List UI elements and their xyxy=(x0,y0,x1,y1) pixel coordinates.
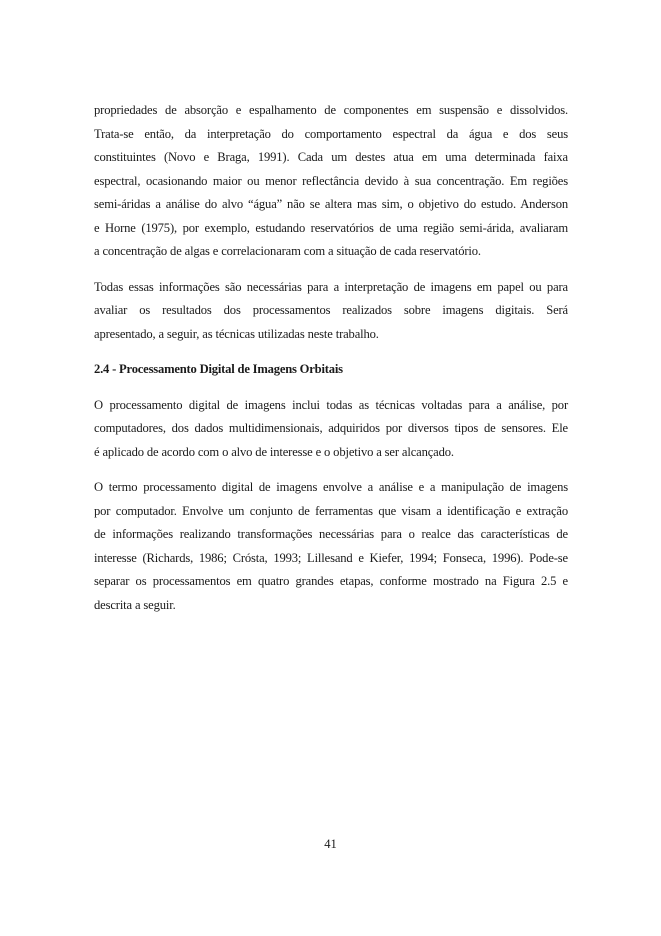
text-line: propriedades de absorção e espalhamento de componentes em suspensão e dissolvidos. xyxy=(94,103,568,117)
text-line: Trata-se então, da interpretação do comportamento espectral da água e dos seus xyxy=(94,126,568,141)
text-line: espectral, ocasionando maior ou menor reflectância devido à sua concentração. Em regiões xyxy=(94,173,568,188)
text-line: de informações realizando transformações necessárias para o realce das características de xyxy=(94,527,568,541)
text-line: O termo processamento digital de imagens envolve a análise e a manipulação de imagens xyxy=(94,480,568,494)
paragraph-information-needs xyxy=(94,276,568,347)
text-line: interesse (Richards, 1986; Crósta, 1993; Lillesand e Kiefer, 1994; Fonseca, 1996). Pode-se xyxy=(94,550,568,565)
text-line: constituintes (Novo e Braga, 1991). Cada um destes atua em uma determinada faixa xyxy=(94,150,568,164)
text-line: descrita a seguir. xyxy=(94,597,176,612)
text-line: avaliar os resultados dos processamentos realizados sobre imagens digitais. Será xyxy=(94,303,568,317)
text-line: Todas essas informações são necessárias para a interpretação de imagens em papel ou para xyxy=(94,279,568,294)
paragraph-processing-stages xyxy=(94,476,568,617)
text-line: separar os processamentos em quatro grandes etapas, conforme mostrado na Figura 2.5 e xyxy=(94,574,568,588)
text-line: computadores, dos dados multidimensionais, adquiridos por diversos tipos de sensores. Ele xyxy=(94,421,568,435)
text-line: é aplicado de acordo com o alvo de interesse e o objetivo a ser alcançado. xyxy=(94,444,454,459)
paragraph-processing-definition xyxy=(94,394,568,465)
section-heading: 2.4 - Processamento Digital de Imagens Orbitais xyxy=(94,362,343,376)
text-line: a concentração de algas e correlacionaram com a situação de cada reservatório. xyxy=(94,244,481,258)
text-line: por computador. Envolve um conjunto de ferramentas que visam a identificação e extração xyxy=(94,503,568,518)
text-line: e Horne (1975), por exemplo, estudando reservatórios de uma região semi-árida, avaliaram xyxy=(94,220,568,235)
body-text xyxy=(94,99,568,629)
page-number: 41 xyxy=(324,837,337,851)
text-line: apresentado, a seguir, as técnicas utilizadas neste trabalho. xyxy=(94,326,379,341)
text-line: semi-áridas a análise do alvo “água” não se altera mas sim, o objetivo do estudo. Anderson xyxy=(94,197,568,211)
text-line: O processamento digital de imagens inclui todas as técnicas voltadas para a análise, por xyxy=(94,397,568,412)
paragraph-water-spectral-behavior xyxy=(94,99,568,264)
